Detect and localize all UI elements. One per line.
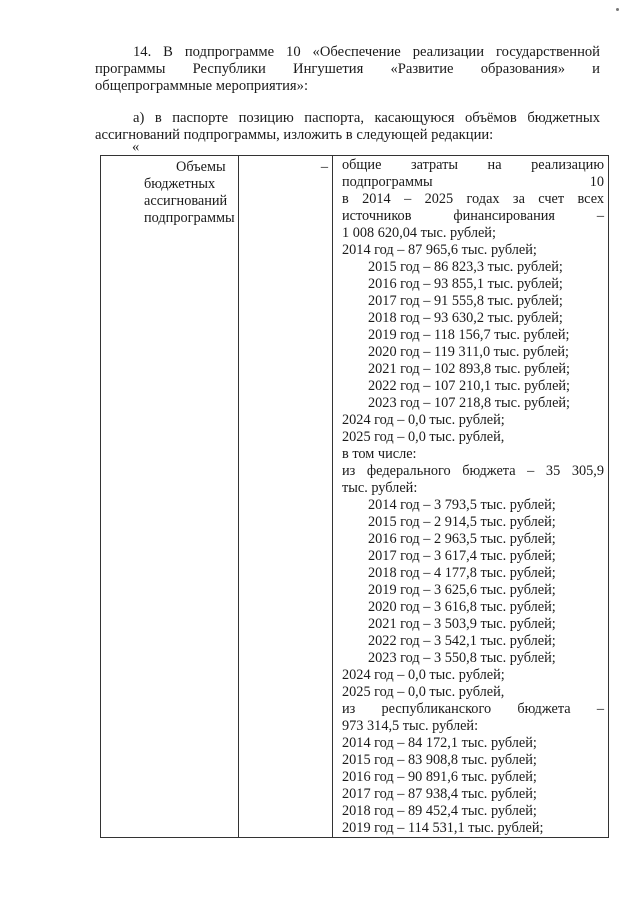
federal-unit: тыс. рублей: [342, 480, 418, 496]
label-line: подпрограммы [144, 210, 235, 226]
paragraph-a: а) в паспорте позицию паспорта, касающуюся объёмов бюджетных ассигнований подпрограммы, изложить в следующей редакции: [95, 110, 600, 143]
intro-line: общие затраты на реализацию [342, 157, 604, 173]
label-line: бюджетных [144, 176, 216, 192]
federal-year-row: 2014 год – 3 793,5 тыс. рублей; [368, 497, 556, 513]
federal-year-row: 2015 год – 2 914,5 тыс. рублей; [368, 514, 556, 530]
total-year-row: 2015 год – 86 823,3 тыс. рублей; [368, 259, 563, 275]
regional-heading: из республиканского бюджета – [342, 701, 604, 717]
federal-year-row: 2022 год – 3 542,1 тыс. рублей; [368, 633, 556, 649]
regional-year-row: 2015 год – 83 908,8 тыс. рублей; [342, 752, 537, 768]
federal-year-row: 2020 год – 3 616,8 тыс. рублей; [368, 599, 556, 615]
label-line: Объемы [176, 159, 226, 175]
regional-year-row: 2016 год – 90 891,6 тыс. рублей; [342, 769, 537, 785]
budget-passport-table [100, 155, 609, 838]
intro-line: в 2014 – 2025 годах за счет всех [342, 191, 604, 207]
dash-cell [239, 156, 333, 838]
total-year-row: 2020 год – 119 311,0 тыс. рублей; [368, 344, 569, 360]
total-year-row: 2016 год – 93 855,1 тыс. рублей; [368, 276, 563, 292]
federal-heading: из федерального бюджета – 35 305,9 [342, 463, 604, 479]
total-year-row: 2014 год – 87 965,6 тыс. рублей; [342, 242, 537, 258]
intro-line [342, 174, 604, 191]
paragraph-14: 14. В подпрограмме 10 «Обеспечение реализации государственной программы Республики Ингушетия «Развитие образования» и общепрограммные мероприятия»: [95, 44, 600, 94]
total-year-row: 2022 год – 107 210,1 тыс. рублей; [368, 378, 571, 394]
in-that-label: в том числе: [342, 446, 417, 462]
total-year-row: 2021 год – 102 893,8 тыс. рублей; [368, 361, 571, 377]
total-year-row: 2024 год – 0,0 тыс. рублей; [342, 412, 505, 428]
federal-year-row: 2019 год – 3 625,6 тыс. рублей; [368, 582, 556, 598]
total-year-row: 2025 год – 0,0 тыс. рублей, [342, 429, 505, 445]
label-line: ассигнований [144, 193, 228, 209]
total-year-row: 2017 год – 91 555,8 тыс. рублей; [368, 293, 563, 309]
regional-year-row: 2017 год – 87 938,4 тыс. рублей; [342, 786, 537, 802]
dash: – [320, 159, 328, 175]
total-year-row: 2023 год – 107 218,8 тыс. рублей; [368, 395, 571, 411]
total-year-row: 2018 год – 93 630,2 тыс. рублей; [368, 310, 563, 326]
total-year-row: 2019 год – 118 156,7 тыс. рублей; [368, 327, 570, 343]
federal-year-row: 2024 год – 0,0 тыс. рублей; [342, 667, 505, 683]
regional-year-row: 2019 год – 114 531,1 тыс. рублей; [342, 820, 544, 836]
intro-word: подпрограммы [342, 174, 433, 190]
subprogram-number: 10 [589, 174, 604, 190]
federal-year-row: 2017 год – 3 617,4 тыс. рублей; [368, 548, 556, 564]
federal-year-row: 2021 год – 3 503,9 тыс. рублей; [368, 616, 556, 632]
content-cell [333, 156, 609, 838]
total-amount: 1 008 620,04 тыс. рублей; [342, 225, 496, 241]
intro-line: источников финансирования – [342, 208, 604, 224]
label-cell [101, 156, 239, 838]
scan-speck [616, 8, 619, 11]
regional-year-row: 2014 год – 84 172,1 тыс. рублей; [342, 735, 537, 751]
regional-total: 973 314,5 тыс. рублей: [342, 718, 479, 734]
federal-year-row: 2016 год – 2 963,5 тыс. рублей; [368, 531, 556, 547]
opening-quote: « [132, 139, 140, 155]
federal-year-row: 2023 год – 3 550,8 тыс. рублей; [368, 650, 556, 666]
regional-year-row: 2018 год – 89 452,4 тыс. рублей; [342, 803, 537, 819]
federal-year-row: 2018 год – 4 177,8 тыс. рублей; [368, 565, 556, 581]
federal-year-row: 2025 год – 0,0 тыс. рублей, [342, 684, 505, 700]
